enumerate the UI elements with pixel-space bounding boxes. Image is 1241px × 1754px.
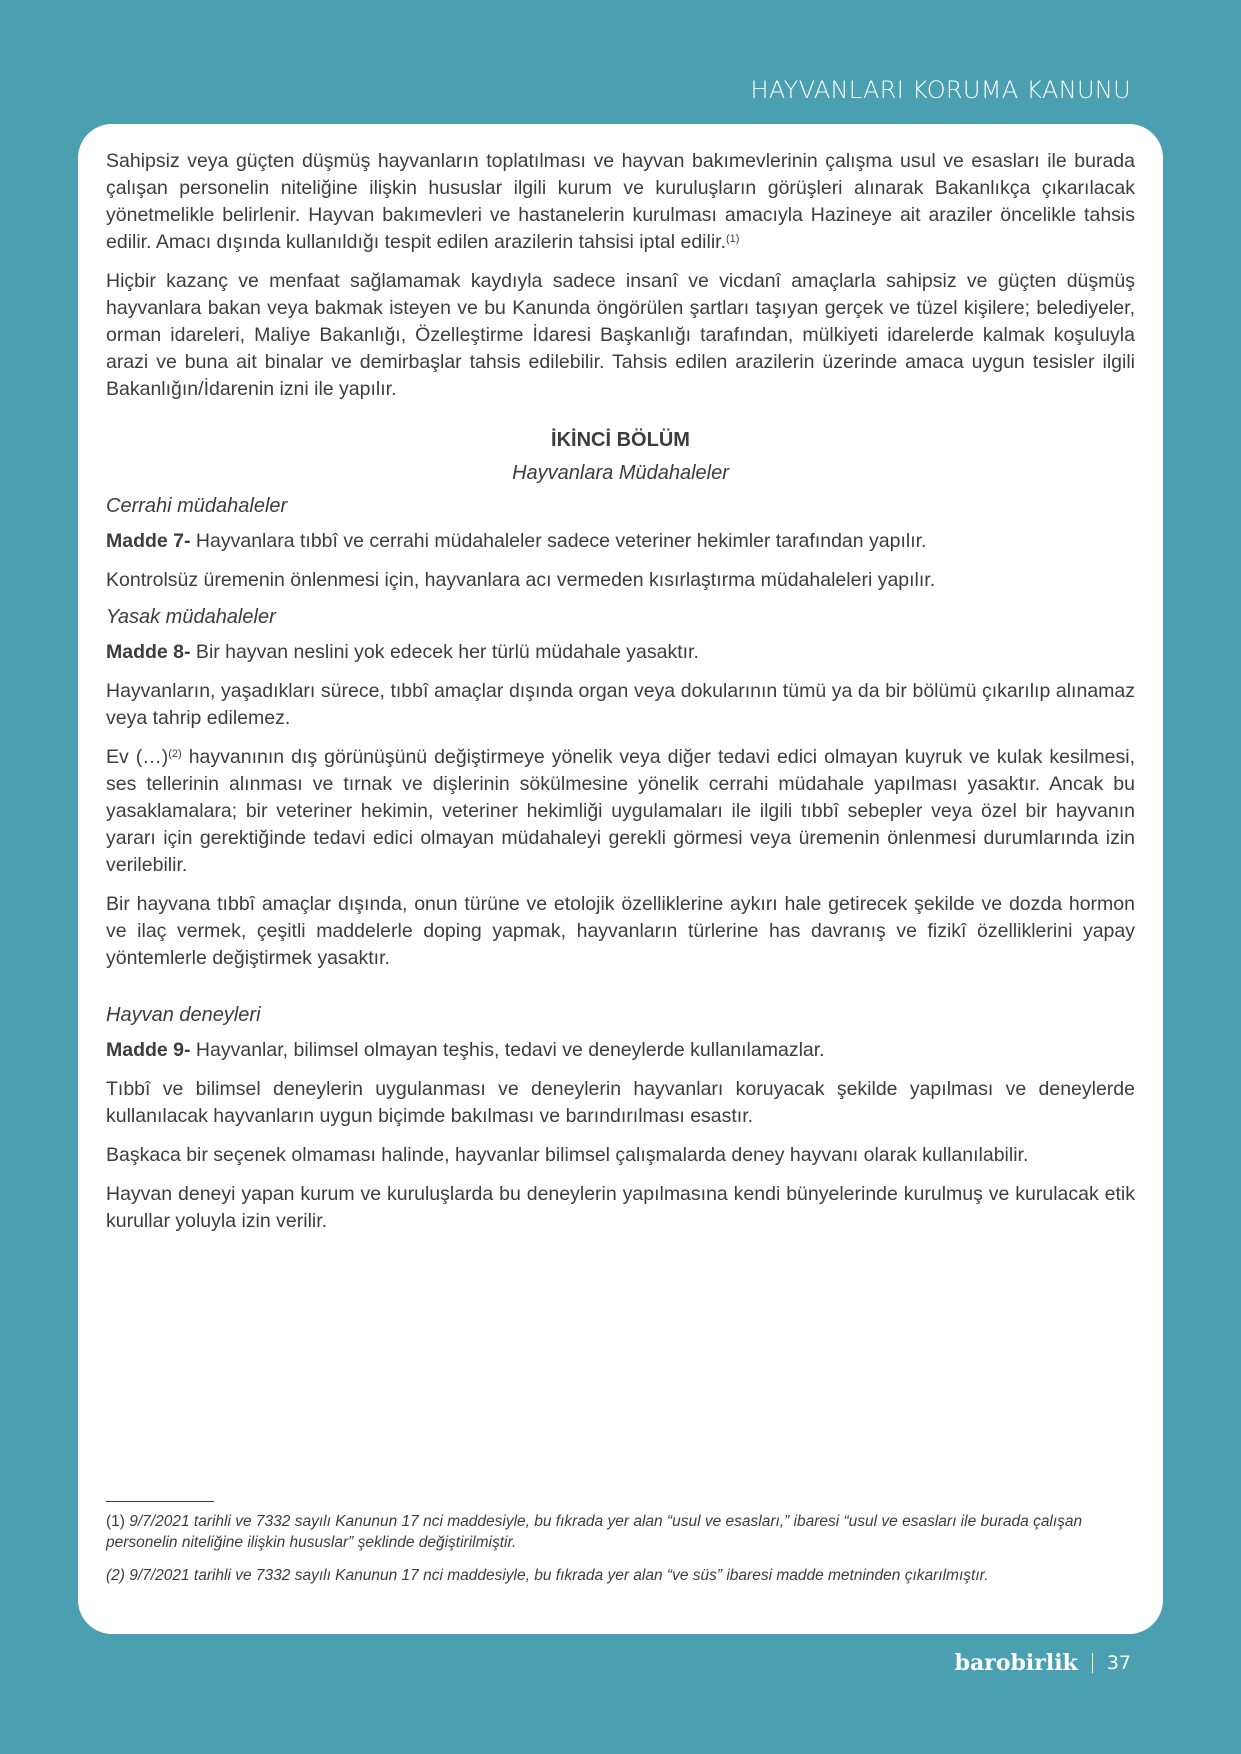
footnote-1: (1) 9/7/2021 tarihli ve 7332 sayılı Kanunun 17 nci maddesiyle, bu fıkrada yer alan “usul ve esasları,” ibaresi “usul ve esasları ile burada çalışan personelin niteliğine ilişkin hususlar” şeklinde değiştirilmiştir. [106,1513,1083,1551]
footnote-ref[interactable]: (1) [726,233,740,245]
paragraph: Hayvan deneyi yapan kurum ve kuruluşlarda bu deneylerin yapılmasına kendi bünyelerinde kurulmuş ve kurulacak etik kurullar yoluyla izin verilir. [106,1183,1135,1232]
chapter-title: İKİNCİ BÖLÜM [551,429,690,451]
page-content [78,124,1163,1634]
page-footer [955,1650,1131,1676]
paragraph: Ev (…)$^{(2)}$ hayvanının dış görünüşünü değiştirmeye yönelik veya diğer tedavi edici olmayan kuyruk ve kulak kesilmesi, ses tellerinin alınması ve tırnak ve dişlerinin sökülmesine yönelik cerrahi müdahale yapılması yasaktır. Ancak bu yasaklamalara; bir veteriner hekimin, veteriner hekimliği uygulamaları ile ilgili tıbbî sebepler veya özel bir hayvanın yararı için gerektiğinde tedavi edici olmayan müdahaleyi gerekli görmesi veya üremenin önlenmesi durumlarında izin verilebilir. [106,746,1135,876]
page-number: 37 [1106,1652,1131,1674]
paragraph: Hayvanların, yaşadıkları sürece, tıbbî amaçlar dışında organ veya dokularının tümü ya da bir bölümü çıkarılıp alınamaz veya tahrip edilemez. [106,680,1135,729]
article-label: Madde 8- [106,641,191,663]
article-label: Madde 9- [106,1039,191,1061]
paragraph: Bir hayvana tıbbî amaçlar dışında, onun türüne ve etolojik özelliklerine aykırı hale getirecek şekilde ve dozda hormon ve ilaç vermek, çeşitli maddelerle doping yapmak, hayvanların türlerine has davranış ve fizikî özelliklerini yapay yöntemlerle değiştirmek yasaktır. [106,893,1135,969]
article-9: Madde 9- Hayvanlar, bilimsel olmayan teşhis, tedavi ve deneylerde kullanılamazlar. [106,1039,825,1061]
paragraph: Hiçbir kazanç ve menfaat sağlamamak kaydıyla sadece insanî ve vicdanî amaçlarla sahipsiz ve güçten düşmüş hayvanlara bakan veya bakmak isteyen ve bu Kanunda öngörülen şartları taşıyan gerçek ve tüzel kişilere; belediyeler, orman idareleri, Maliye Bakanlığı, Özelleştirme İdaresi Başkanlığı tarafından, mülkiyeti idarelerde kalmak koşuluyla arazi ve buna ait binalar ve demirbaşlar tahsis edilebilir. Tahsis edilen arazilerin üzerinde amaca uygun tesisler ilgili Bakanlığın/İdarenin izni ile yapılır. [106,270,1135,400]
paragraph: Sahipsiz veya güçten düşmüş hayvanların toplatılması ve hayvan bakımevlerinin çalışma usul ve esasları ile burada çalışan personelin niteliğine ilişkin hususlar ilgili kurum ve kuruluşların görüşleri alınarak Bakanlıkça çıkarılacak yönetmelikle belirlenir. Hayvan bakımevleri ve hastanelerin kurulması amacıyla Hazineye ait araziler öncelikle tahsis edilir. Amacı dışında kullanıldığı tespit edilen arazilerin tahsisi iptal edilir.$^{(1)}$ [106,150,1135,253]
footnote-2: (2) 9/7/2021 tarihli ve 7332 sayılı Kanunun 17 nci maddesiyle, bu fıkrada yer alan “ve süs” ibaresi madde metninden çıkarılmıştır. [106,1567,989,1584]
footer-divider [1092,1653,1093,1673]
brand-logo: barobirlik [954,1650,1078,1676]
section-heading-deney: Hayvan deneyleri [106,1004,261,1026]
article-7: Madde 7- Hayvanlara tıbbî ve cerrahi müdahaleler sadece veteriner hekimler tarafından yapılır. [106,530,927,552]
chapter-subtitle: Hayvanlara Müdahaleler [512,462,729,484]
paragraph: Başkaca bir seçenek olmaması halinde, hayvanlar bilimsel çalışmalarda deney hayvanı olarak kullanılabilir. [106,1144,1029,1166]
section-heading-cerrahi: Cerrahi müdahaleler [106,495,288,517]
footnote-rule: ______________ [106,1486,213,1503]
section-heading-yasak: Yasak müdahaleler [106,606,276,628]
running-header: HAYVANLARI KORUMA KANUNU [750,76,1131,104]
article-8: Madde 8- Bir hayvan neslini yok edecek her türlü müdahale yasaktır. [106,641,699,663]
paragraph: Tıbbî ve bilimsel deneylerin uygulanması ve deneylerin hayvanları koruyacak şekilde yapılması ve deneylerde kullanılacak hayvanların uygun biçimde bakılması ve barındırılması esastır. [106,1078,1135,1127]
paragraph: Kontrolsüz üremenin önlenmesi için, hayvanlara acı vermeden kısırlaştırma müdahaleleri yapılır. [106,569,936,591]
article-label: Madde 7- [106,530,191,552]
footnotes [106,1484,1135,1598]
footnote-ref[interactable]: (2) [168,748,182,760]
